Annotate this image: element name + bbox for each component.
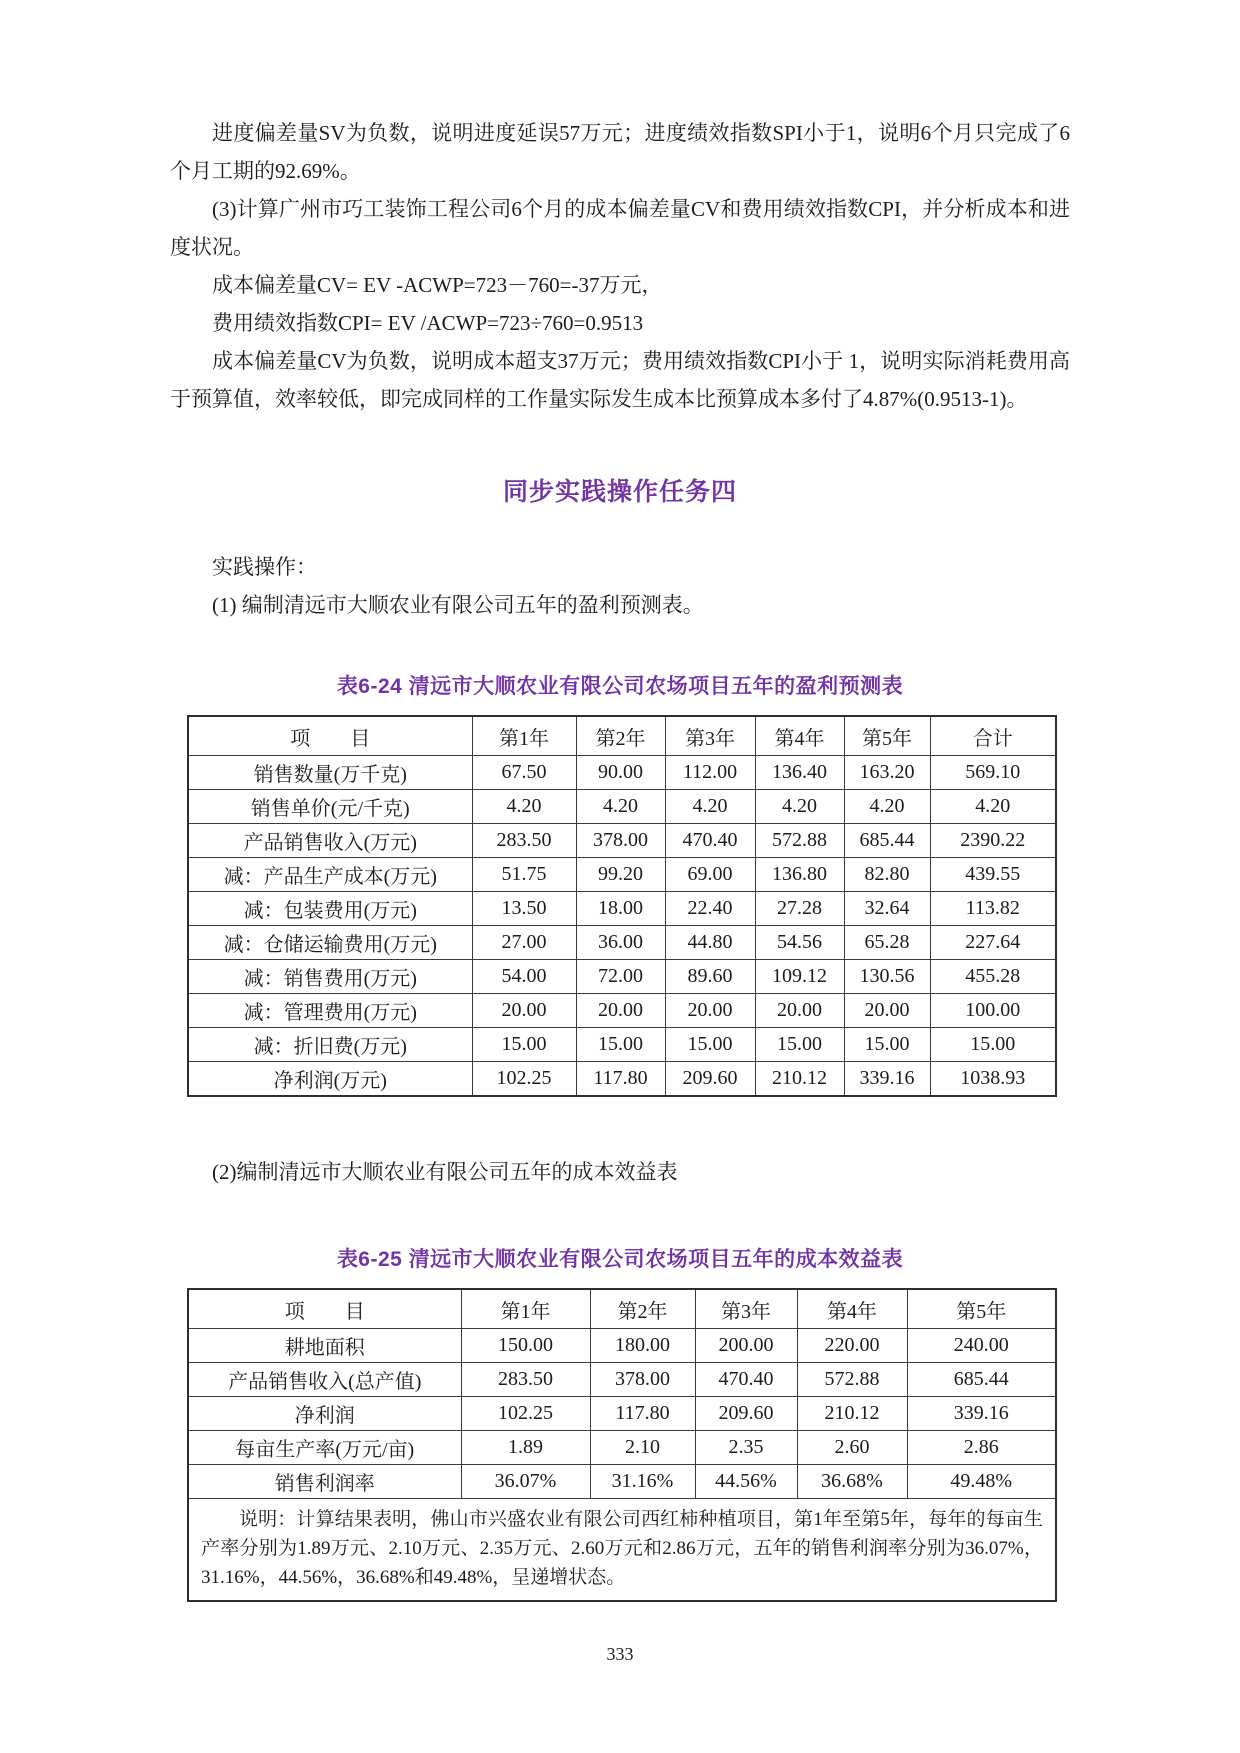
- table-6-24: [187, 715, 1057, 1097]
- cell-value: 20.00: [665, 994, 755, 1028]
- cell-value: 31.16%: [590, 1465, 695, 1499]
- row-label: 产品销售收入(万元): [188, 824, 472, 858]
- cell-value: 339.16: [907, 1397, 1056, 1431]
- cell-value: 15.00: [930, 1028, 1056, 1062]
- cell-value: 15.00: [665, 1028, 755, 1062]
- cell-value: 72.00: [576, 960, 665, 994]
- cell-value: 240.00: [907, 1329, 1056, 1363]
- cell-value: 2.86: [907, 1431, 1056, 1465]
- cell-value: 1.89: [461, 1431, 590, 1465]
- cell-value: 2390.22: [930, 824, 1056, 858]
- cell-value: 209.60: [665, 1062, 755, 1097]
- cell-value: 4.20: [472, 790, 576, 824]
- table-header-row: [188, 1289, 1056, 1329]
- row-label: 净利润(万元): [188, 1062, 472, 1097]
- column-header-year: 第5年: [844, 716, 930, 756]
- cell-value: 117.80: [590, 1397, 695, 1431]
- column-header-year: 第2年: [590, 1289, 695, 1329]
- cell-value: 13.50: [472, 892, 576, 926]
- cell-value: 283.50: [461, 1363, 590, 1397]
- cell-value: 2.10: [590, 1431, 695, 1465]
- row-label: 每亩生产率(万元/亩): [188, 1431, 461, 1465]
- step-1-text: (1) 编制清远市大顺农业有限公司五年的盈利预测表。: [212, 593, 704, 617]
- table-row: [188, 790, 1056, 824]
- cell-value: 27.00: [472, 926, 576, 960]
- table-row: [188, 1062, 1056, 1097]
- cell-value: 90.00: [576, 756, 665, 790]
- cell-value: 130.56: [844, 960, 930, 994]
- cell-value: 4.20: [930, 790, 1056, 824]
- cell-value: 32.64: [844, 892, 930, 926]
- row-label: 净利润: [188, 1397, 461, 1431]
- cell-value: 15.00: [755, 1028, 844, 1062]
- cell-value: 572.88: [755, 824, 844, 858]
- column-header-year: 第2年: [576, 716, 665, 756]
- row-label: 减：管理费用(万元): [188, 994, 472, 1028]
- cell-value: 4.20: [576, 790, 665, 824]
- table-6-25-title: 表6-25 清远市大顺农业有限公司农场项目五年的成本效益表: [336, 1248, 904, 1271]
- cell-value: 18.00: [576, 892, 665, 926]
- cell-value: 15.00: [844, 1028, 930, 1062]
- column-header-year: 第1年: [461, 1289, 590, 1329]
- cell-value: 22.40: [665, 892, 755, 926]
- cell-value: 455.28: [930, 960, 1056, 994]
- table-row: [188, 858, 1056, 892]
- cell-value: 102.25: [461, 1397, 590, 1431]
- cell-value: 20.00: [472, 994, 576, 1028]
- column-header-year: 第4年: [797, 1289, 907, 1329]
- cell-value: 283.50: [472, 824, 576, 858]
- cell-value: 339.16: [844, 1062, 930, 1097]
- cell-value: 65.28: [844, 926, 930, 960]
- step-2-text: (2)编制清远市大顺农业有限公司五年的成本效益表: [212, 1160, 678, 1184]
- column-header-year: 合计: [930, 716, 1056, 756]
- table-row: [188, 1028, 1056, 1062]
- cell-value: 99.20: [576, 858, 665, 892]
- table-row: [188, 994, 1056, 1028]
- column-header-year: 第5年: [907, 1289, 1056, 1329]
- row-label: 减：仓储运输费用(万元): [188, 926, 472, 960]
- cell-value: 20.00: [576, 994, 665, 1028]
- cell-value: 67.50: [472, 756, 576, 790]
- paragraph-cv-analysis: 成本偏差量CV为负数，说明成本超支37万元；费用绩效指数CPI小于 1，说明实际消耗费用高于预算值，效率较低，即完成同样的工作量实际发生成本比预算成本多付了4.87%(0.9513-1)。: [170, 349, 1070, 411]
- cell-value: 112.00: [665, 756, 755, 790]
- cell-value: 439.55: [930, 858, 1056, 892]
- cell-value: 4.20: [755, 790, 844, 824]
- cell-value: 136.80: [755, 858, 844, 892]
- cell-value: 200.00: [695, 1329, 797, 1363]
- table-row: [188, 1465, 1056, 1499]
- cell-value: 82.80: [844, 858, 930, 892]
- cell-value: 54.56: [755, 926, 844, 960]
- cell-value: 180.00: [590, 1329, 695, 1363]
- cell-value: 470.40: [665, 824, 755, 858]
- cell-value: 44.80: [665, 926, 755, 960]
- cell-value: 378.00: [590, 1363, 695, 1397]
- column-header-year: 第4年: [755, 716, 844, 756]
- cell-value: 113.82: [930, 892, 1056, 926]
- cell-value: 44.56%: [695, 1465, 797, 1499]
- column-header-item: 项 目: [188, 1289, 461, 1329]
- table-row: [188, 960, 1056, 994]
- cell-value: 378.00: [576, 824, 665, 858]
- cell-value: 210.12: [797, 1397, 907, 1431]
- formula-cv: 成本偏差量CV= EV -ACWP=723－760=-37万元，: [212, 273, 663, 297]
- table-row: [188, 756, 1056, 790]
- cell-value: 20.00: [755, 994, 844, 1028]
- paragraph-sv-analysis: 进度偏差量SV为负数，说明进度延误57万元；进度绩效指数SPI小于1，说明6个月只完成了6个月工期的92.69%。: [170, 121, 1070, 183]
- table-row: [188, 1397, 1056, 1431]
- table-row: [188, 1329, 1056, 1363]
- row-label: 销售数量(万千克): [188, 756, 472, 790]
- cell-value: 15.00: [472, 1028, 576, 1062]
- cell-value: 36.68%: [797, 1465, 907, 1499]
- section-heading: 同步实践操作任务四: [502, 478, 737, 506]
- cell-value: 109.12: [755, 960, 844, 994]
- cell-value: 27.28: [755, 892, 844, 926]
- cell-value: 220.00: [797, 1329, 907, 1363]
- cell-value: 1038.93: [930, 1062, 1056, 1097]
- table-row: [188, 824, 1056, 858]
- cell-value: 100.00: [930, 994, 1056, 1028]
- cell-value: 36.07%: [461, 1465, 590, 1499]
- table-header-row: [188, 716, 1056, 756]
- row-label: 减：包装费用(万元): [188, 892, 472, 926]
- cell-value: 36.00: [576, 926, 665, 960]
- cell-value: 470.40: [695, 1363, 797, 1397]
- table-row: [188, 926, 1056, 960]
- cell-value: 69.00: [665, 858, 755, 892]
- cell-value: 569.10: [930, 756, 1056, 790]
- cell-value: 4.20: [844, 790, 930, 824]
- cell-value: 2.35: [695, 1431, 797, 1465]
- cell-value: 209.60: [695, 1397, 797, 1431]
- row-label: 减：销售费用(万元): [188, 960, 472, 994]
- cell-value: 572.88: [797, 1363, 907, 1397]
- cell-value: 2.60: [797, 1431, 907, 1465]
- table-6-25: [187, 1288, 1057, 1602]
- column-header-item: 项 目: [188, 716, 472, 756]
- cell-value: 685.44: [844, 824, 930, 858]
- table-note-row: [188, 1499, 1056, 1602]
- page-number: 333: [606, 1644, 634, 1664]
- row-label: 减：产品生产成本(万元): [188, 858, 472, 892]
- cell-value: 54.00: [472, 960, 576, 994]
- formula-cpi: 费用绩效指数CPI= EV /ACWP=723÷760=0.9513: [212, 311, 644, 335]
- cell-value: 4.20: [665, 790, 755, 824]
- table-row: [188, 1431, 1056, 1465]
- cell-value: 20.00: [844, 994, 930, 1028]
- column-header-year: 第3年: [695, 1289, 797, 1329]
- cell-value: 102.25: [472, 1062, 576, 1097]
- cell-value: 15.00: [576, 1028, 665, 1062]
- row-label: 耕地面积: [188, 1329, 461, 1363]
- column-header-year: 第1年: [472, 716, 576, 756]
- table-row: [188, 892, 1056, 926]
- row-label: 产品销售收入(总产值): [188, 1363, 461, 1397]
- row-label: 销售单价(元/千克): [188, 790, 472, 824]
- cell-value: 117.80: [576, 1062, 665, 1097]
- cell-value: 163.20: [844, 756, 930, 790]
- cell-value: 150.00: [461, 1329, 590, 1363]
- cell-value: 210.12: [755, 1062, 844, 1097]
- cell-value: 227.64: [930, 926, 1056, 960]
- cell-value: 89.60: [665, 960, 755, 994]
- table-6-24-title: 表6-24 清远市大顺农业有限公司农场项目五年的盈利预测表: [336, 675, 904, 698]
- cell-value: 49.48%: [907, 1465, 1056, 1499]
- row-label: 减：折旧费(万元): [188, 1028, 472, 1062]
- practice-label: 实践操作：: [212, 555, 317, 579]
- row-label: 销售利润率: [188, 1465, 461, 1499]
- table-row: [188, 1363, 1056, 1397]
- cell-value: 136.40: [755, 756, 844, 790]
- table-note: 说明：计算结果表明，佛山市兴盛农业有限公司西红柿种植项目，第1年至第5年，每年的每亩生产率分别为1.89万元、2.10万元、2.35万元、2.60万元和2.86万元，五年的销售利润率分别为36.07%，31.16%，44.56%，36.68%和49.48%，呈递增状态。: [188, 1499, 1056, 1602]
- column-header-year: 第3年: [665, 716, 755, 756]
- paragraph-step3: (3)计算广州市巧工装饰工程公司6个月的成本偏差量CV和费用绩效指数CPI，并分析成本和进度状况。: [170, 197, 1070, 259]
- cell-value: 685.44: [907, 1363, 1056, 1397]
- cell-value: 51.75: [472, 858, 576, 892]
